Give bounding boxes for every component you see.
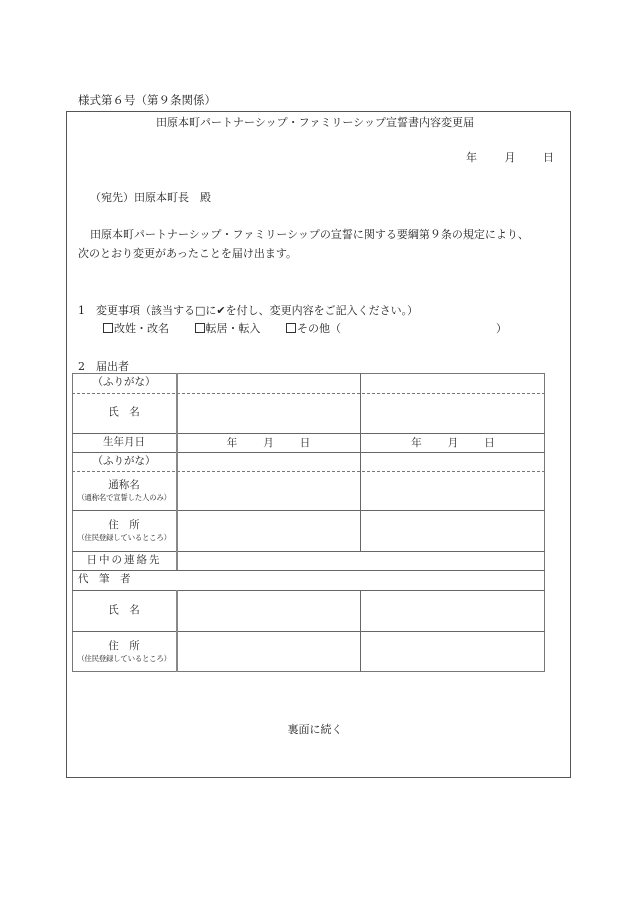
furigana-field-1[interactable] [177, 373, 360, 393]
proxy-address-field-1[interactable] [177, 631, 360, 672]
change-options [103, 323, 507, 334]
label-furigana-2: （ふりがな） [92, 454, 156, 467]
form-title: 田原本町パートナーシップ・ファミリーシップ宣誓書内容変更届 [156, 116, 474, 129]
applicant-table [72, 373, 545, 672]
checkbox[interactable] [286, 323, 296, 333]
furigana-field-2[interactable] [361, 373, 545, 393]
label-alias: 通称名 （通称名で宣誓した人のみ） [77, 479, 171, 502]
continued-on-back: 裏面に続く [287, 723, 343, 736]
body-text-line1: 田原本町パートナーシップ・ファミリーシップの宣誓に関する要綱第９条の規定により、 [90, 228, 529, 241]
option-name-change[interactable]: 改姓・改名 [103, 322, 169, 335]
label-birthdate: 生年月日 [103, 435, 145, 448]
addressee: （宛先）田原本町長 殿 [90, 191, 211, 204]
section2-heading: 2 届出者 [78, 360, 129, 373]
date-year: 年 [466, 151, 477, 164]
checkbox[interactable] [195, 323, 205, 333]
submission-date [466, 152, 554, 163]
form-number: 様式第６号（第９条関係） [78, 93, 216, 107]
label-contact: 日中の連絡先 [86, 553, 162, 566]
body-text-line2: 次のとおり変更があったことを届け出ます。 [78, 247, 298, 260]
label-proxy: 代 筆 者 [78, 573, 131, 586]
label-proxy-name: 氏 名 [108, 603, 140, 616]
date-month: 月 [504, 151, 516, 164]
checkbox[interactable] [103, 323, 113, 333]
name-field-2[interactable] [361, 393, 545, 433]
name-field-1[interactable] [177, 393, 360, 433]
birthdate-field-1[interactable]: 年 月 日 [226, 437, 311, 449]
option-other[interactable]: その他（ [286, 322, 341, 335]
proxy-name-field-1[interactable] [177, 590, 360, 631]
label-proxy-address: 住 所 （住民登録しているところ） [77, 640, 171, 663]
close-paren: ） [496, 322, 507, 335]
proxy-name-field-2[interactable] [361, 590, 545, 631]
proxy-address-field-2[interactable] [361, 631, 545, 672]
label-address: 住 所 （住民登録しているところ） [77, 519, 171, 542]
option-address-change[interactable]: 転居・転入 [195, 322, 261, 335]
section1-heading: 1 変更事項（該当する□に✔を付し、変更内容をご記入ください。） [78, 304, 419, 317]
date-day: 日 [543, 151, 554, 164]
birthdate-field-2[interactable]: 年 月 日 [411, 437, 495, 449]
label-furigana: （ふりがな） [92, 376, 156, 389]
label-name: 氏 名 [108, 406, 140, 419]
